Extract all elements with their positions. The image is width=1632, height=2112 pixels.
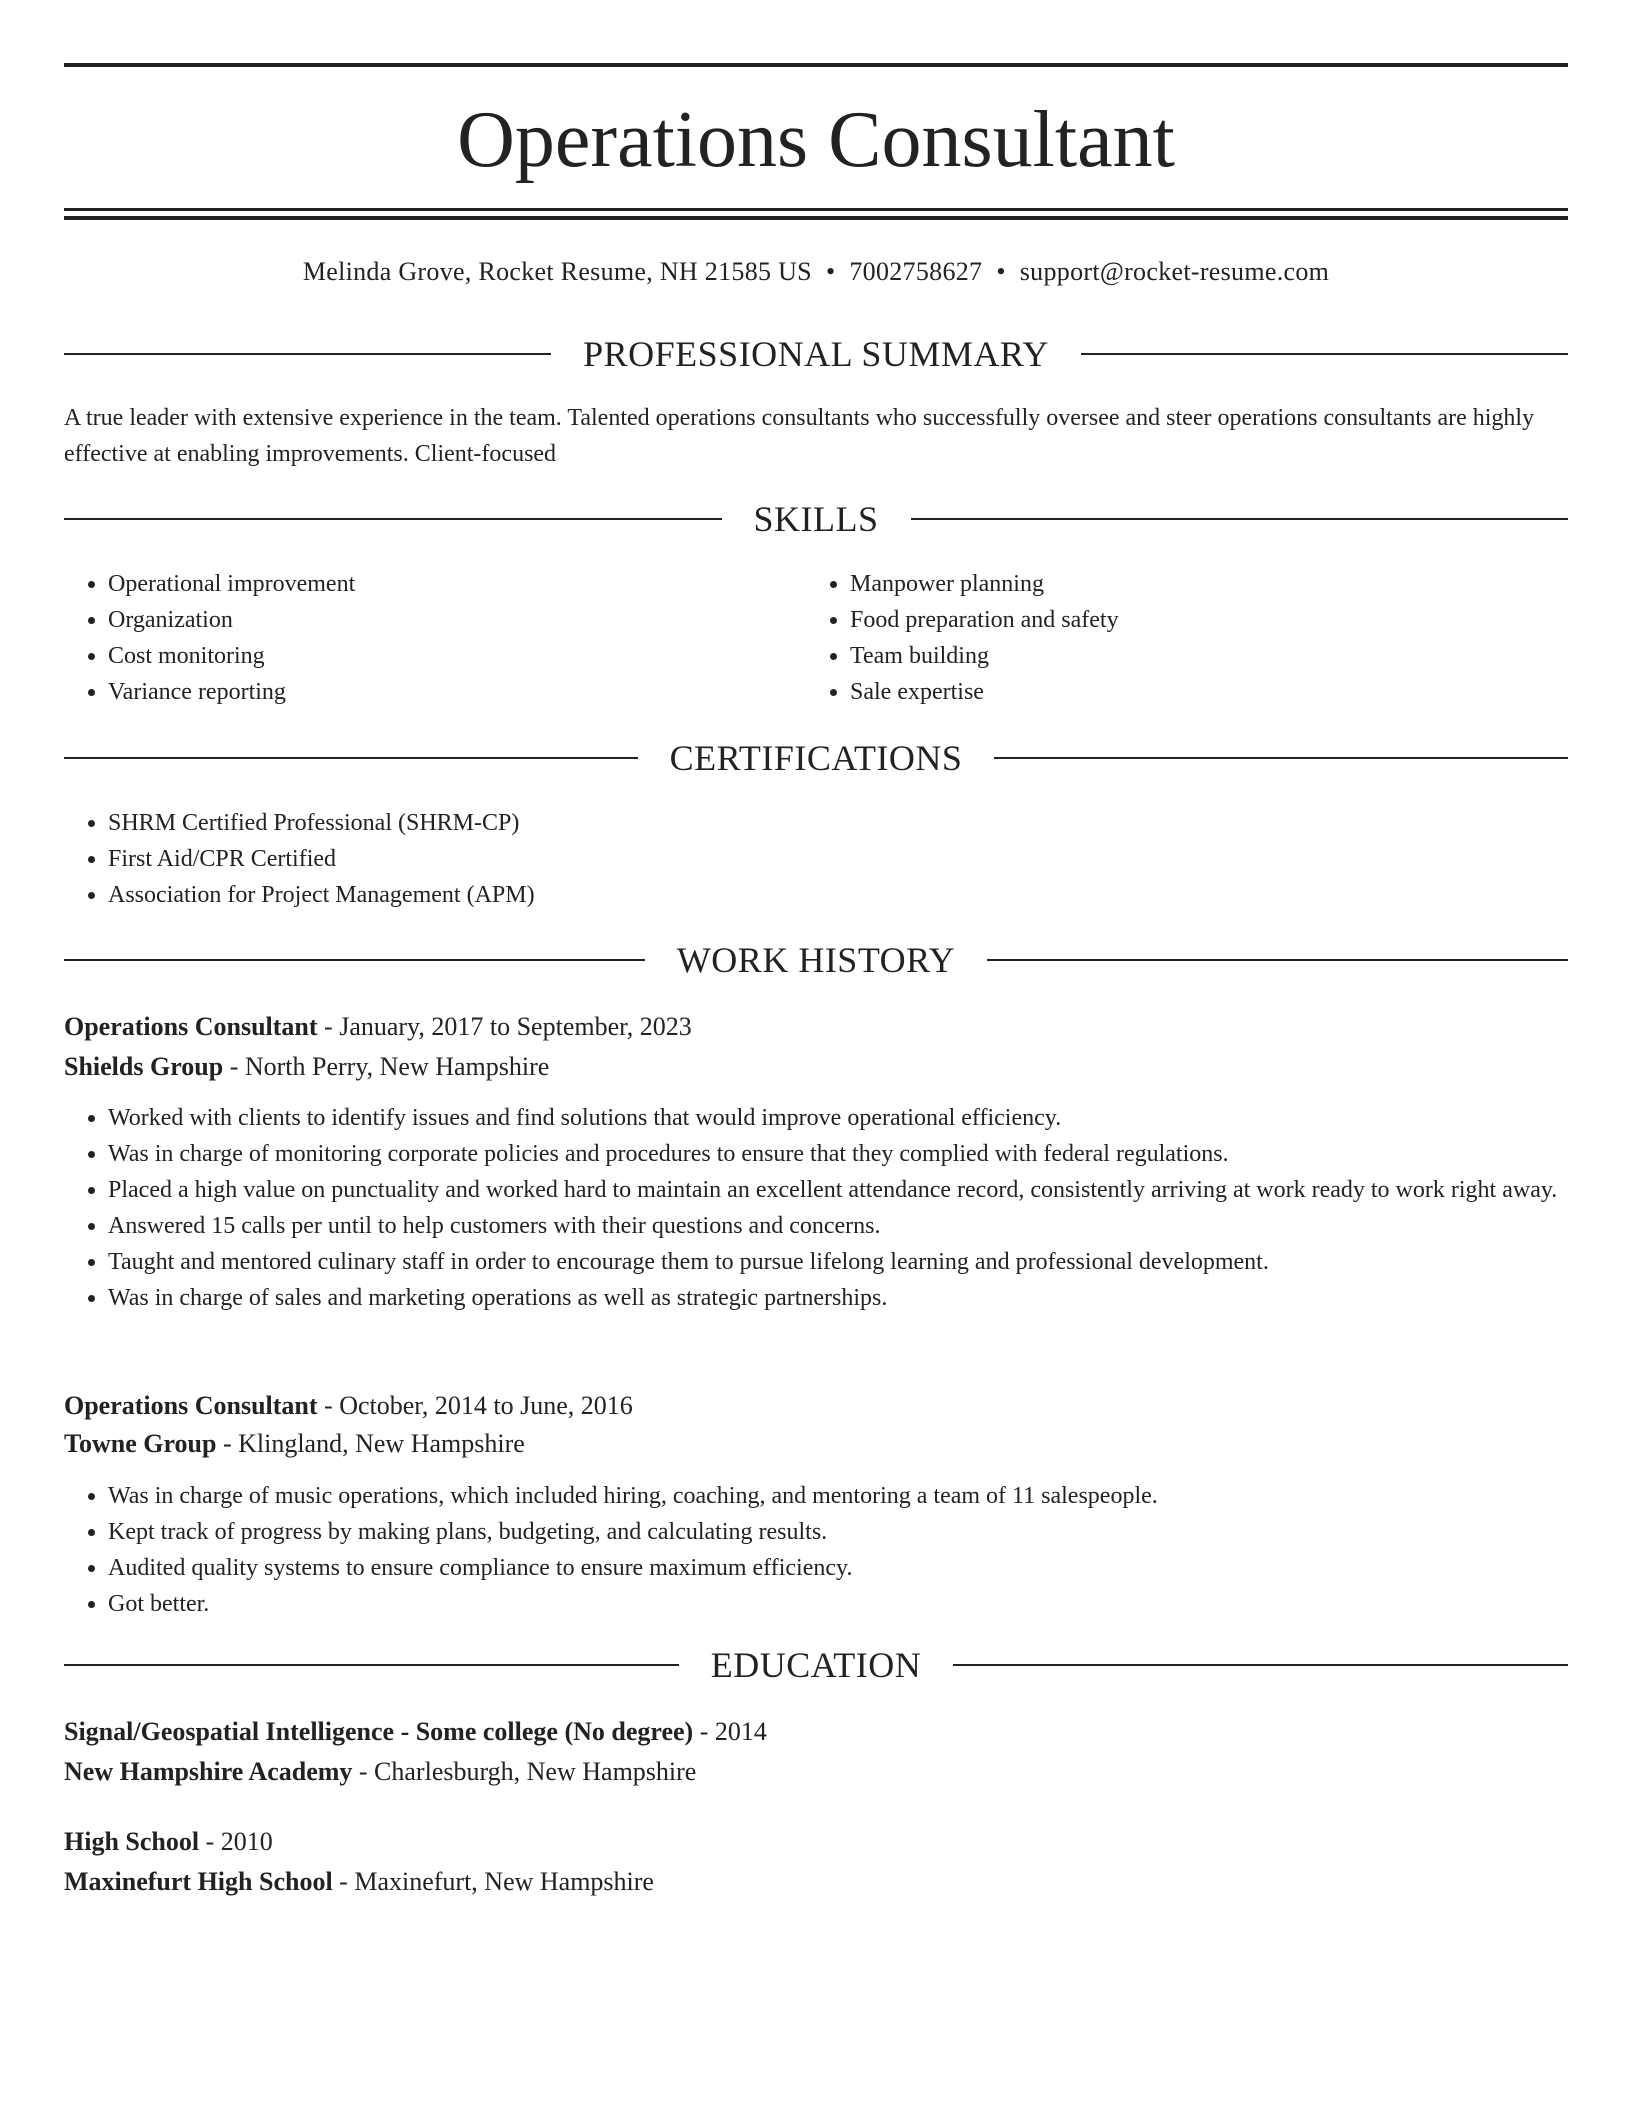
certifications-heading: CERTIFICATIONS — [669, 738, 963, 778]
divider-line — [911, 518, 1569, 520]
divider-line — [64, 353, 551, 355]
job-title: Operations Consultant — [64, 1012, 318, 1041]
skills-section-header — [64, 497, 1568, 541]
divider-line — [64, 1664, 679, 1666]
skill-item: • Sale expertise — [850, 674, 1550, 710]
education-degree-line — [64, 1823, 1568, 1861]
divider-line — [953, 1664, 1568, 1666]
summary-heading: PROFESSIONAL SUMMARY — [583, 334, 1049, 374]
divider-line — [64, 518, 722, 520]
job-bullets — [64, 1478, 1568, 1622]
education-location: - Charlesburgh, New Hampshire — [358, 1757, 697, 1786]
summary-section-header — [64, 332, 1568, 376]
skill-item: • Organization — [108, 602, 808, 638]
education-year: - 2014 — [699, 1717, 767, 1746]
divider-line — [1081, 353, 1568, 355]
education-school: New Hampshire Academy — [64, 1757, 353, 1786]
education-location: - Maxinefurt, New Hampshire — [339, 1867, 654, 1896]
contact-email: support@rocket-resume.com — [1019, 257, 1330, 286]
job-bullet: • Was in charge of sales and marketing operations as well as strategic partnerships. — [108, 1280, 1568, 1316]
contact-separator: • — [825, 257, 836, 286]
certification-item: • Association for Project Management (APM) — [108, 877, 1508, 913]
job-bullet: • Was in charge of monitoring corporate policies and procedures to ensure that they complied with federal regulations. — [108, 1136, 1568, 1172]
education-heading: EDUCATION — [710, 1645, 922, 1685]
education-school-line — [64, 1863, 1568, 1901]
skill-item: • Manpower planning — [850, 566, 1550, 602]
skill-item: • Food preparation and safety — [850, 602, 1550, 638]
job-company-line — [64, 1048, 1568, 1086]
work-heading: WORK HISTORY — [676, 940, 956, 980]
job-company: Shields Group — [64, 1052, 224, 1081]
job-location: - North Perry, New Hampshire — [229, 1052, 550, 1081]
divider-line — [64, 757, 638, 759]
work-section-header — [64, 938, 1568, 982]
contact-address: Melinda Grove, Rocket Resume, NH 21585 US — [302, 257, 812, 286]
skills-list-left — [64, 566, 808, 710]
job-location: - Klingland, New Hampshire — [222, 1429, 525, 1458]
contact-phone: 7002758627 — [849, 257, 983, 286]
skill-item: • Variance reporting — [108, 674, 808, 710]
job-dates: - January, 2017 to September, 2023 — [324, 1012, 692, 1041]
job-title-line — [64, 1387, 1568, 1425]
divider-line — [64, 959, 645, 961]
job-bullet: • Placed a high value on punctuality and worked hard to maintain an excellent attendance record, consistently arriving at work ready to work right away. — [108, 1172, 1568, 1208]
education-section-header — [64, 1643, 1568, 1687]
certifications-list — [64, 805, 1508, 913]
resume-title: Operations Consultant — [457, 96, 1175, 184]
job-title: Operations Consultant — [64, 1391, 318, 1420]
education-degree: Signal/Geospatial Intelligence - Some college (No degree) — [64, 1717, 694, 1746]
job-bullet: • Audited quality systems to ensure compliance to ensure maximum efficiency. — [108, 1550, 1568, 1586]
job-bullets — [64, 1100, 1568, 1316]
skill-item: • Operational improvement — [108, 566, 808, 602]
certification-item: • First Aid/CPR Certified — [108, 841, 1508, 877]
education-school-line — [64, 1753, 1568, 1791]
title-double-rule-lower — [64, 216, 1568, 220]
education-school: Maxinefurt High School — [64, 1867, 333, 1896]
job-bullet: • Taught and mentored culinary staff in order to encourage them to pursue lifelong learning and professional development. — [108, 1244, 1568, 1280]
top-rule — [64, 63, 1568, 67]
certification-item: • SHRM Certified Professional (SHRM-CP) — [108, 805, 1508, 841]
summary-text: A true leader with extensive experience in the team. Talented operations consultants who successfully oversee and steer operations consultants are highly effective at enabling improvements. Client-focused — [64, 405, 1535, 467]
contact-line — [64, 254, 1568, 290]
title-double-rule-upper — [64, 208, 1568, 211]
skill-item: • Cost monitoring — [108, 638, 808, 674]
job-title-line — [64, 1008, 1568, 1046]
job-company: Towne Group — [64, 1429, 217, 1458]
job-bullet: • Got better. — [108, 1586, 1568, 1622]
job-bullet: • Worked with clients to identify issues and find solutions that would improve operational efficiency. — [108, 1100, 1568, 1136]
education-degree: High School — [64, 1827, 200, 1856]
skills-list-right — [806, 566, 1550, 710]
skills-heading: SKILLS — [753, 499, 879, 539]
certifications-section-header — [64, 736, 1568, 780]
job-company-line — [64, 1425, 1568, 1463]
skill-item: • Team building — [850, 638, 1550, 674]
divider-line — [987, 959, 1568, 961]
job-bullet: • Was in charge of music operations, which included hiring, coaching, and mentoring a team of 11 salespeople. — [108, 1478, 1568, 1514]
education-year: - 2010 — [205, 1827, 273, 1856]
job-dates: - October, 2014 to June, 2016 — [324, 1391, 633, 1420]
education-degree-line — [64, 1713, 1568, 1751]
job-bullet: • Answered 15 calls per until to help customers with their questions and concerns. — [108, 1208, 1568, 1244]
divider-line — [994, 757, 1568, 759]
job-bullet: • Kept track of progress by making plans, budgeting, and calculating results. — [108, 1514, 1568, 1550]
contact-separator: • — [996, 257, 1006, 286]
